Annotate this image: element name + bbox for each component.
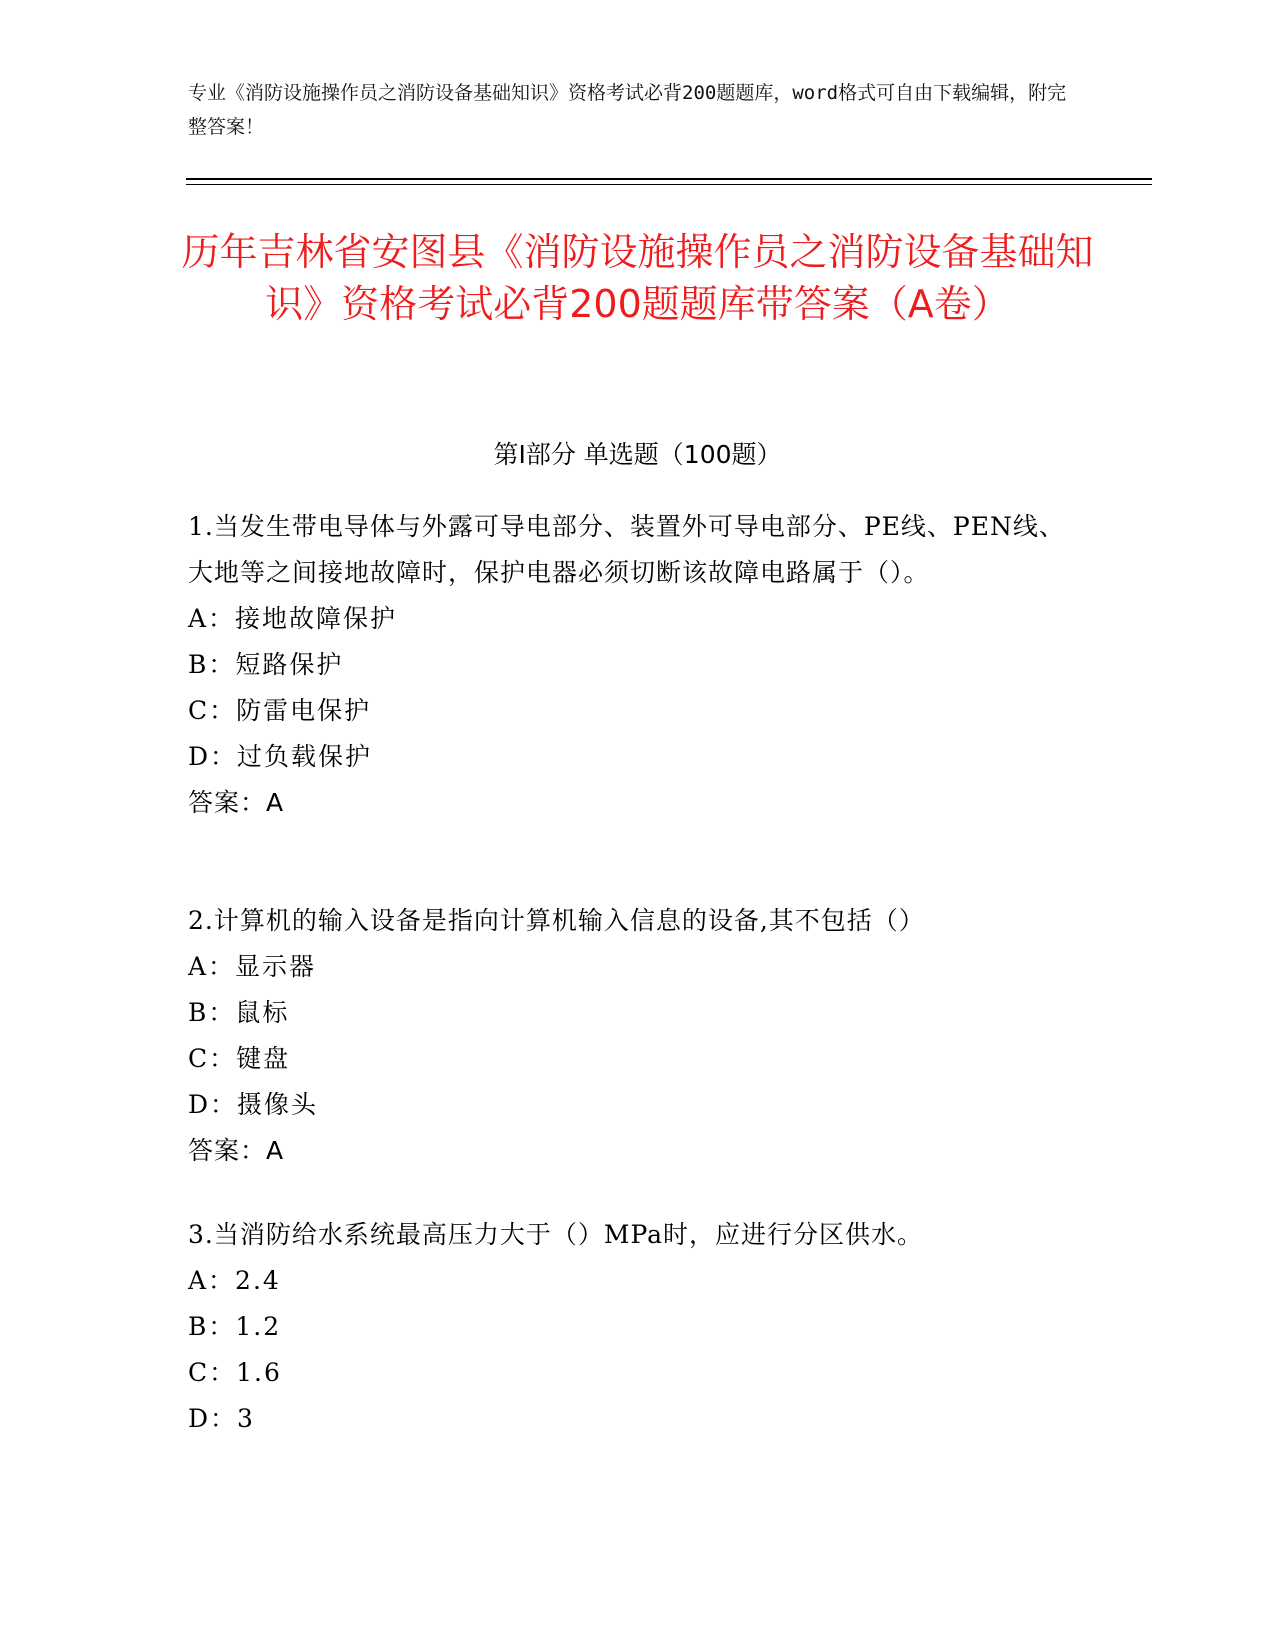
option-b: B：鼠标 — [188, 998, 290, 1027]
option-c: C：键盘 — [188, 1044, 291, 1073]
question-text: 1.当发生带电导体与外露可导电部分、装置外可导电部分、PE线、PEN线、大地等之间接地故障时，保护电器必须切断该故障电路属于（）。 — [188, 512, 1065, 587]
question-3 — [188, 1212, 1088, 1442]
option-d: D：3 — [188, 1404, 255, 1433]
header-divider-thick — [186, 178, 1152, 180]
section-heading: 第I部分 单选题（100题） — [493, 440, 782, 469]
document-title: 历年吉林省安图县《消防设施操作员之消防设备基础知识》资格考试必背200题题库带答案（A卷） — [181, 230, 1094, 326]
answer-label: 答案：A — [188, 1136, 285, 1165]
option-d: D：摄像头 — [188, 1090, 319, 1119]
question-2 — [188, 898, 1088, 1174]
question-text: 2.计算机的输入设备是指向计算机输入信息的设备,其不包括（） — [188, 906, 925, 935]
header-note: 专业《消防设施操作员之消防设备基础知识》资格考试必背200题题库，word格式可自由下载编辑，附完整答案！ — [188, 82, 1067, 138]
question-text: 3.当消防给水系统最高压力大于（）MPa时，应进行分区供水。 — [188, 1220, 924, 1249]
question-1 — [188, 504, 1088, 826]
option-b: B：1.2 — [188, 1312, 282, 1341]
option-c: C：防雷电保护 — [188, 696, 372, 725]
option-d: D：过负载保护 — [188, 742, 373, 771]
answer-label: 答案：A — [188, 788, 285, 817]
option-b: B：短路保护 — [188, 650, 344, 679]
option-a: A：接地故障保护 — [188, 604, 398, 633]
option-a: A：2.4 — [188, 1266, 281, 1295]
header-divider-thin — [186, 184, 1152, 185]
option-a: A：显示器 — [188, 952, 317, 981]
option-c: C：1.6 — [188, 1358, 282, 1387]
